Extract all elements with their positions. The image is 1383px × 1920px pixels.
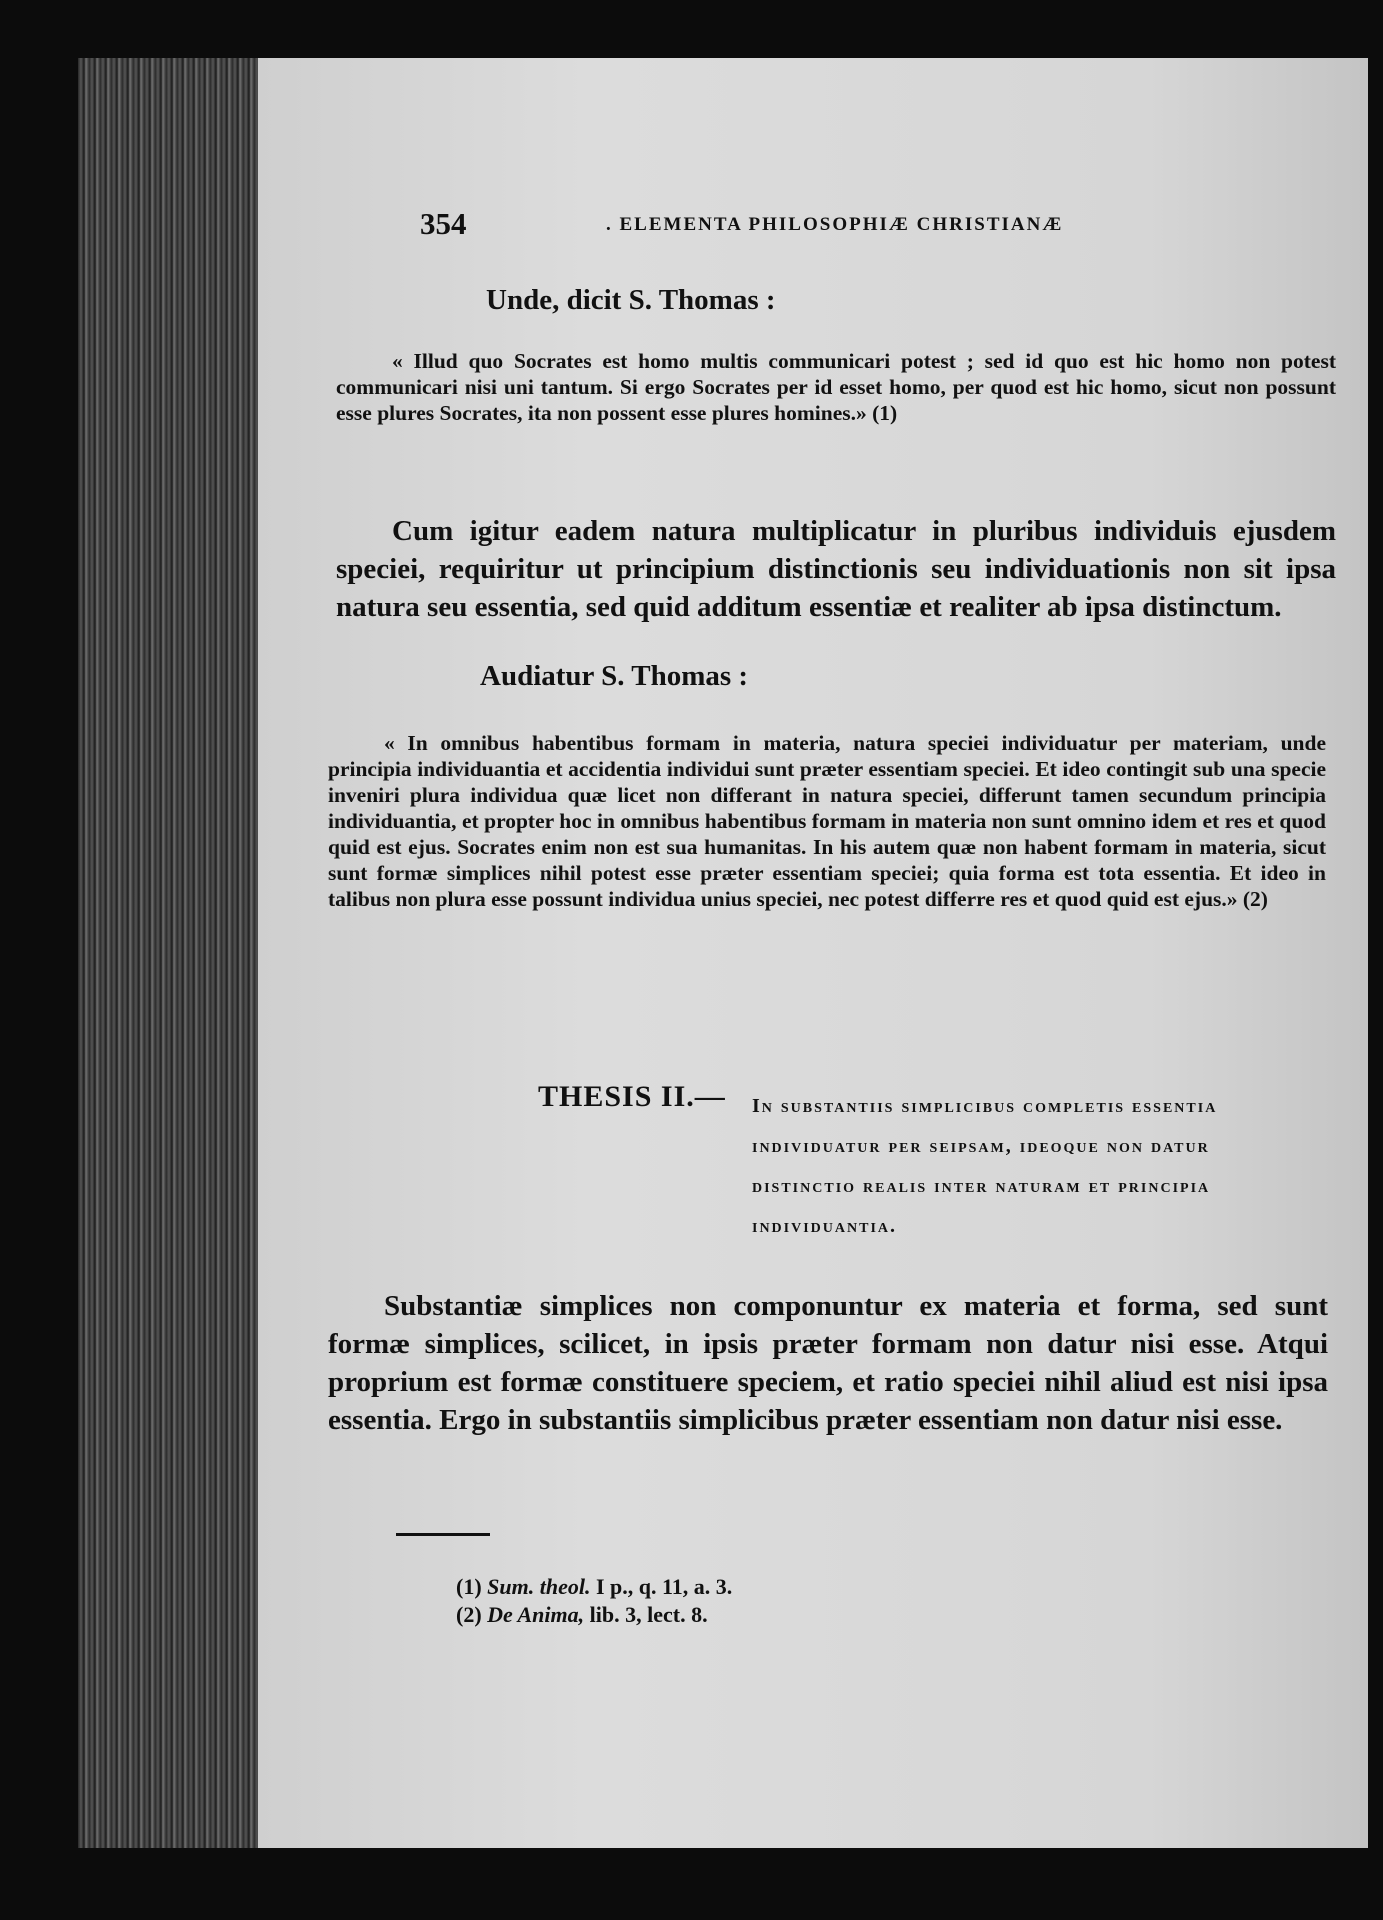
footnote-rule — [396, 1533, 490, 1536]
paragraph-1: Cum igitur eadem natura multiplicatur in pluribus individuis ejusdem speciei, requiritur ut principium distinctionis seu individuationis non sit ipsa natura seu essentia, sed quid additum essentiæ et realiter ab ipsa distinctum. — [336, 515, 1336, 623]
footnote-reference: I p., q. 11, a. 3. — [595, 1574, 733, 1599]
footnote-1 — [456, 1573, 732, 1601]
footnotes — [456, 1573, 732, 1629]
page-header — [420, 206, 1180, 246]
thesis-label: THESIS II.— — [538, 1080, 726, 1113]
footnote-work: Sum. theol. — [487, 1574, 591, 1599]
quote-1: « Illud quo Socrates est homo multis communicari potest ; sed id quo est hic homo non potest communicari nisi uni tantum. Si ergo Socrates per id esset homo, per quod est hic homo, sicut non possunt esse plures Socrates, ita non possent esse plures homines.» (1) — [336, 349, 1336, 425]
thesis-statement: In substantiis simplicibus completis essentia individuatur per seipsam, ideoque non datur distinctio realis inter naturam et principia individuantia. — [752, 1095, 1218, 1237]
footnote-2 — [456, 1601, 732, 1629]
footnote-mark: (1) — [456, 1574, 482, 1599]
book-page — [258, 58, 1368, 1848]
quote-2: « In omnibus habentibus formam in materia, natura speciei individuatur per materiam, unde principia individuantia et accidentia individui sunt præter essentiam speciei. Et ideo contingit sub una specie inveniri plura individua quæ licet non differant in natura speciei, differunt tamen secundum principia individuantia, et propter hoc in omnibus habentibus formam in materia non sunt omnino idem et res et quod quid est ejus. Socrates enim non est sua humanitas. In his autem quæ non habent formam in materia, sicut sunt formæ simplices nihil potest esse præter essentiam speciei; quia forma est tota essentia. Et ideo in talibus non plura esse possunt individua unius speciei, nec potest differre res et quod quid est ejus.» (2) — [328, 731, 1326, 911]
footnote-work: De Anima, — [487, 1602, 585, 1627]
book-spine-edge — [78, 58, 268, 1848]
intro-line-1: Unde, dicit S. Thomas : — [486, 284, 776, 316]
footnote-reference: lib. 3, lect. 8. — [589, 1602, 708, 1627]
intro-line-2: Audiatur S. Thomas : — [480, 660, 749, 692]
running-head: . ELEMENTA PHILOSOPHIÆ CHRISTIANÆ — [606, 214, 1064, 235]
footnote-mark: (2) — [456, 1602, 482, 1627]
page-number: 354 — [420, 206, 467, 241]
paragraph-2: Substantiæ simplices non componuntur ex materia et forma, sed sunt formæ simplices, scilicet, in ipsis præter formam non datur nisi esse. Atqui proprium est formæ constituere speciem, et ratio speciei nihil aliud est nisi ipsa essentia. Ergo in substantiis simplicibus præter essentiam non datur nisi esse. — [328, 1290, 1328, 1436]
